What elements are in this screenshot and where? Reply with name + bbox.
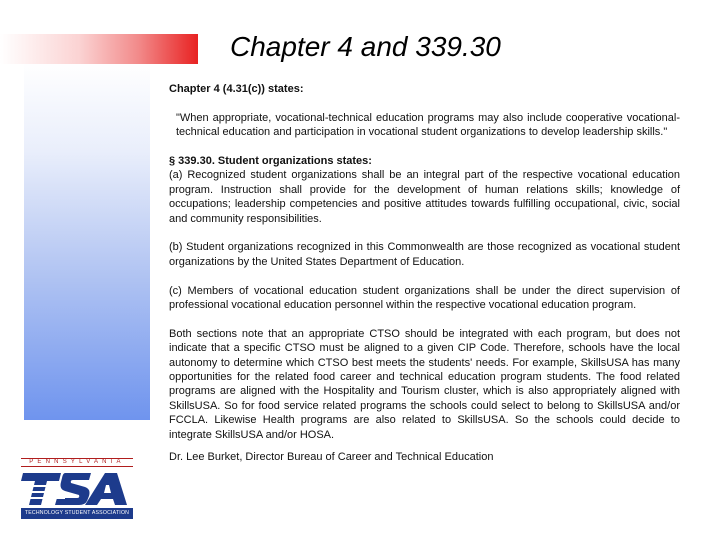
paragraph-b: (b) Student organizations recognized in this Commonwealth are those recognized as vocational student organizations by the United States Department of Education. bbox=[169, 241, 680, 268]
summary-paragraph: Both sections note that an appropriate CTSO should be integrated with each program, but does not indicate that a specific CTSO must be aligned to a given CIP Code. Therefore, schools have the local autonomy to determine which CTSO best meets the students' needs. For example, SkillsUSA has many opportunities for the related food career and technical education program students. The food related programs are aligned with the Hospitality and Tourism cluster, which is also appropriately aligned with SkillsUSA. So for food service related programs the schools could select to belong to SkillsUSA and/or FCCLA. Likewise Health programs are also related to SkillsUSA. So the schools could decide to integrate SkillsUSA and/or HOSA. bbox=[169, 327, 680, 441]
slide-body bbox=[169, 82, 680, 479]
logo-state-text: PENNSYLVANIA bbox=[21, 458, 133, 467]
tsa-logo bbox=[21, 458, 133, 520]
logo-org-name: TECHNOLOGY STUDENT ASSOCIATION bbox=[21, 508, 133, 519]
tsa-letters-graphic bbox=[21, 469, 133, 507]
signature-line: Dr. Lee Burket, Director Bureau of Career and Technical Education bbox=[169, 451, 494, 464]
section-339-block bbox=[169, 154, 680, 226]
chapter4-quote: "When appropriate, vocational-technical education programs may also include cooperative vocational-technical education and participation in vocational student organizations to develop leadership skills." bbox=[176, 111, 680, 139]
title-accent-bar bbox=[0, 34, 198, 64]
paragraph-c: (c) Members of vocational education student organizations shall be under the direct supervision of professional vocational education personnel within the respective vocational education program. bbox=[169, 284, 680, 312]
slide-title: Chapter 4 and 339.30 bbox=[230, 31, 501, 62]
intro-line: Chapter 4 (4.31(c)) states: bbox=[169, 83, 304, 95]
sidebar-gradient bbox=[24, 62, 150, 420]
section-heading: § 339.30. Student organizations states: bbox=[169, 155, 372, 167]
paragraph-a: (a) Recognized student organizations shall be an integral part of the respective vocational education program. Instruction shall provide for the development of human relations skills; knowledge of occupations; leadership competencies and positive attitudes towards fulfilling occupational, civic, social and community responsibilities. bbox=[169, 169, 680, 225]
